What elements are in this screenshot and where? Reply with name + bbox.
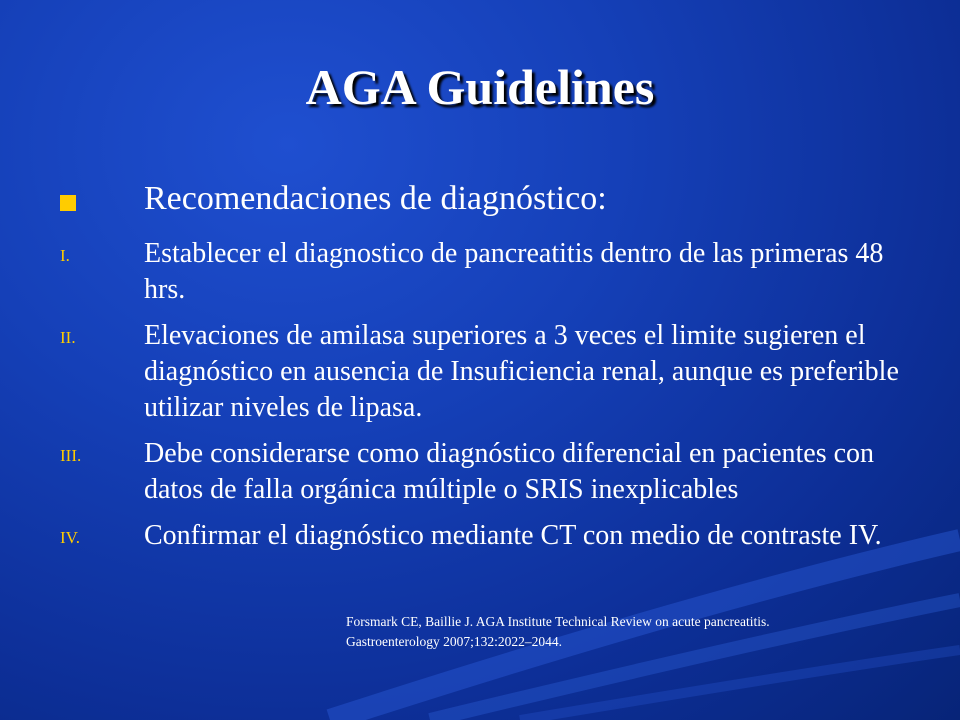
list-item-text: Elevaciones de amilasa superiores a 3 veces el limite sugieren el diagnóstico en ausencia de Insuficiencia renal, aunque es preferible utilizar niveles de lipasa.	[144, 320, 899, 423]
list-item-number: IV.	[60, 528, 80, 547]
list-item	[60, 518, 920, 554]
numbered-list	[60, 236, 920, 564]
list-item-text: Confirmar el diagnóstico mediante CT con medio de contraste IV.	[144, 520, 882, 551]
list-item-number: II.	[60, 328, 76, 347]
list-item-text: Debe considerarse como diagnóstico diferencial en pacientes con datos de falla orgánica múltiple o SRIS inexplicables	[144, 438, 875, 505]
list-item	[60, 236, 920, 308]
square-bullet-icon	[60, 195, 76, 211]
list-item	[60, 436, 920, 508]
list-item	[60, 318, 920, 426]
list-item-number: I.	[60, 246, 70, 265]
slide-title: AGA Guidelines	[305, 59, 655, 115]
list-item-text: Establecer el diagnostico de pancreatitis dentro de las primeras 48 hrs.	[144, 238, 884, 305]
main-bullet	[60, 180, 920, 224]
citation: Forsmark CE, Baillie J. AGA Institute Technical Review on acute pancreatitis. Gastroenterology 2007;132:2022–2044.	[346, 614, 770, 649]
list-item-number: III.	[60, 446, 82, 465]
main-bullet-text: Recomendaciones de diagnóstico:	[144, 180, 607, 217]
